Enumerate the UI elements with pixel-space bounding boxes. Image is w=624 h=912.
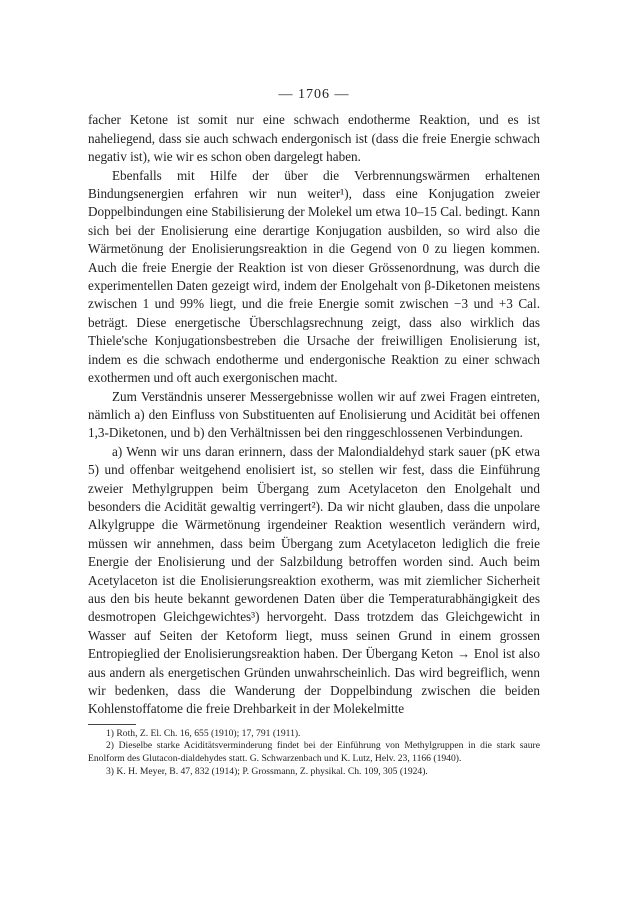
footnote-1-number: 1) [106,727,114,739]
footnote-1 [88,728,540,741]
footnote-1-text: Roth, Z. El. Ch. 16, 655 (1910); 17, 791 (1911). [116,727,301,739]
footnote-divider [88,724,136,725]
document-page [88,86,540,778]
paragraph-substituents: a) Wenn wir uns daran erinnern, dass der Malondialdehyd stark sauer (pK etwa 5) und offenbar weitgehend enolisiert ist, so stellen wir fest, dass die Einführung zweier Methylgruppen beim Übergang zum Acetylaceton den Enolgehalt und besonders die Acidität gewaltig verringert²). Da wir nicht glauben, dass die unpolare Alkylgruppe die Wärmetönung irgendeiner Reaktion wesentlich verändern wird, müssen wir annehmen, dass beim Übergang zum Acetylaceton lediglich die freie Energie der Enolisierung und der Salzbildung betroffen worden sind. Auch beim Acetylaceton ist die Enolisierungsreaktion exotherm, was mit ziemlicher Sicherheit aus den bis heute bekannt gewordenen Daten über die Temperaturabhängigkeit des desmotropen Gleichgewichtes³) hervorgeht. Dass trotzdem das Gleichgewicht in Wasser auf Seiten der Ketoform liegt, muss seinen Grund in einem grossen Entropieglied der Enolisierungsreaktion haben. Der Übergang Keton → Enol ist also aus andern als energetischen Gründen unwahrscheinlich. Das wird begreiflich, wenn wir bedenken, dass die Wanderung der Doppelbindung zwischen die beiden Kohlenstoffatome die freie Drehbarkeit in der Molekelmitte [88,443,540,717]
footnote-3 [88,766,540,779]
paragraph-continuation: facher Ketone ist somit nur eine schwach endotherme Reaktion, und es ist naheliegend, dass sie auch schwach endergonisch ist (dass die freie Energie schwach negativ ist), wie wir es schon oben dargelegt haben. [88,112,540,165]
paragraph-conjugation: Ebenfalls mit Hilfe der über die Verbrennungswärmen erhaltenen Bindungsenergien erfahren wir nun weiter¹), dass eine Konjugation zweier Doppelbindungen eine Stabilisierung der Molekel um etwa 10–15 Cal. bedingt. Kann sich bei der Enolisierung eine derartige Konjugation ausbilden, so wird also die Wärmetönung der Enolisierungsreaktion in die Gegend von 0 zu liegen kommen. Auch die freie Energie der Reaktion ist von dieser Grössenordnung, was durch die experimentellen Daten gezeigt wird, indem der Enolgehalt von β-Diketonen meistens zwischen 1 und 99% liegt, und die freie Energie somit zwischen −3 und +3 Cal. beträgt. Diese energetische Überschlagsrechnung zeigt, dass also wirklich das Thiele'sche Konjugationsbestreben die Ursache der freiwilligen Enolisierung ist, indem es die schwach endotherme und endergonische Reaktion zu einer schwach exothermen und oft auch exergonischen macht. [88,167,540,386]
paragraph-questions: Zum Verständnis unserer Messergebnisse wollen wir auf zwei Fragen eintreten, nämlich a) den Einfluss von Substituenten auf Enolisierung und Acidität bei offenen 1,3-Diketonen, und b) den Verhältnissen bei den ringgeschlossenen Verbindungen. [88,388,540,441]
footnote-3-text: K. H. Meyer, B. 47, 832 (1914); P. Grossmann, Z. physikal. Ch. 109, 305 (1924). [116,765,428,777]
page-number: — 1706 — [278,87,350,102]
footnote-3-number: 3) [106,765,114,777]
footnote-2 [88,740,540,765]
footnote-2-number: 2) [106,740,114,752]
footnote-2-text: Dieselbe starke Aciditätsverminderung findet bei der Einführung von Methylgruppen in die stark saure Enolform des Glutacon-dialdehydes statt. G. Schwarzenbach und K. Lutz, Helv. 23, 1166 (1940). [88,740,540,764]
